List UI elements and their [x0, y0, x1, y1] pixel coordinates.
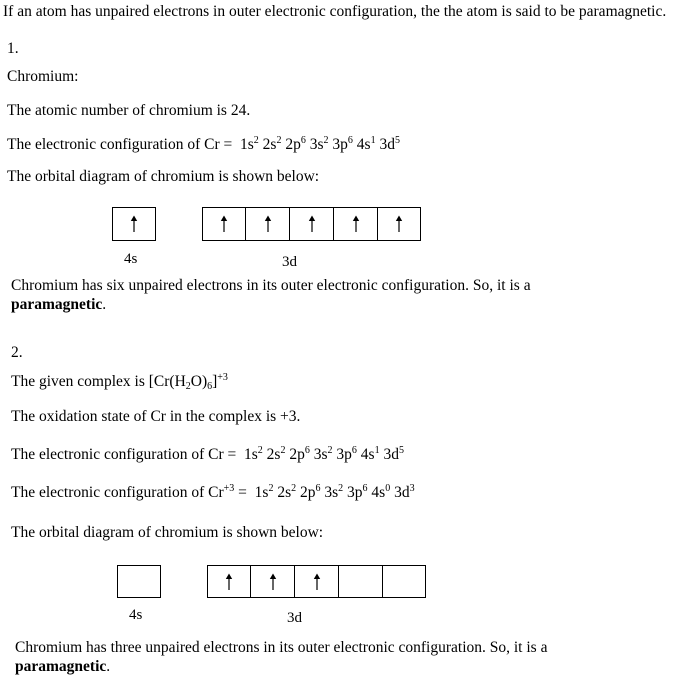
- label-4s: 4s: [129, 607, 143, 623]
- equals-sign: =: [223, 136, 233, 153]
- config-term: $4s^1$: [360, 445, 380, 463]
- up-arrow-icon: [225, 573, 233, 591]
- config-term: $3p^6$: [332, 135, 353, 153]
- config-term: $3s^2$: [309, 135, 329, 153]
- label-3d: 3d: [282, 254, 297, 270]
- config-term: $2s^2$: [277, 483, 297, 501]
- config-term: $2s^2$: [262, 135, 282, 153]
- part2-ion-config-line: The electronic configuration of $Cr^{+3} = 1s^2$ $2s^2$ $2p^6$ $3s^2$ $3p^6$ $4s^0$ $3d^3$: [11, 483, 415, 501]
- ion-prefix: The electronic configuration of Cr: [11, 484, 224, 501]
- part2-oxidation-text: The oxidation state of Cr in the complex is +3.: [11, 408, 301, 425]
- up-arrow-icon: [352, 215, 360, 233]
- config-term: $2p^6$: [299, 483, 321, 501]
- part1-diagram-text: The orbital diagram of chromium is shown below:: [7, 168, 320, 185]
- part1-number: 1.: [7, 40, 19, 57]
- config-term: $3s^2$: [313, 445, 333, 463]
- config-terms: [244, 446, 404, 463]
- part1-heading: Chromium:: [7, 68, 79, 85]
- part2-conclusion-end: paramagnetic.: [15, 658, 111, 675]
- config-term: $1s^2$: [254, 483, 274, 501]
- config-term: $4s^0$: [371, 483, 391, 501]
- part2-config-line: [11, 446, 404, 464]
- config-term: $3d^3$: [394, 483, 415, 501]
- config-term: $4s^1$: [356, 135, 376, 153]
- part2-number: 2.: [11, 344, 23, 361]
- up-arrow-icon: [269, 573, 277, 591]
- label-3d: 3d: [287, 610, 302, 626]
- config-prefix: The electronic configuration of Cr: [7, 136, 220, 153]
- ion-config-terms: [255, 484, 415, 501]
- label-4s: 4s: [124, 251, 138, 267]
- part1-atomic-number: The atomic number of chromium is 24.: [7, 102, 251, 119]
- config-term: $3d^5$: [379, 135, 400, 153]
- config-term: $2p^6$: [289, 445, 310, 463]
- up-arrow-icon: [395, 215, 403, 233]
- up-arrow-icon: [220, 215, 228, 233]
- config-terms: [240, 136, 400, 153]
- config-term: $3p^6$: [347, 483, 368, 501]
- config-prefix: The electronic configuration of Cr: [11, 446, 224, 463]
- equals-sign: =: [227, 446, 237, 463]
- config-term: $3p^6$: [336, 445, 357, 463]
- part2-diagram-text: The orbital diagram of chromium is shown below:: [11, 524, 324, 541]
- up-arrow-icon: [130, 215, 138, 233]
- orbital-3d-box-3: [294, 565, 339, 598]
- orbital-3d-box-2: [250, 565, 295, 598]
- orbital-3d-box-1: [202, 207, 246, 241]
- up-arrow-icon: [264, 215, 272, 233]
- config-term: $1s^2$: [240, 135, 259, 153]
- up-arrow-icon: [313, 573, 321, 591]
- orbital-3d-box-4: [338, 565, 383, 598]
- orbital-3d-box-2: [245, 207, 290, 241]
- orbital-3d-box-1: [207, 565, 251, 598]
- part1-config-line: [7, 136, 400, 154]
- part2-complex-line: The given complex is $[Cr(H_2O)_6]^{+3}$: [11, 372, 228, 392]
- orbital-3d-box-3: [289, 207, 334, 241]
- intro-text: If an atom has unpaired electrons in outer electronic configuration, the the atom is said to be paramagnetic.: [3, 3, 667, 20]
- config-term: $3s^2$: [324, 483, 344, 501]
- config-term: $2s^2$: [266, 445, 286, 463]
- orbital-3d-box-5: [377, 207, 421, 241]
- up-arrow-icon: [308, 215, 316, 233]
- orbital-3d-box-4: [333, 207, 378, 241]
- config-term: $2p^6$: [285, 135, 306, 153]
- paramagnetic-term: paramagnetic: [11, 296, 103, 313]
- orbital-3d-box-5: [382, 565, 426, 598]
- part2-conclusion: Chromium has three unpaired electrons in its outer electronic configuration. So, it is a: [15, 639, 548, 656]
- part1-conclusion-end: paramagnetic.: [11, 296, 107, 313]
- orbital-4s-box: [112, 207, 156, 241]
- config-term: $1s^2$: [244, 445, 263, 463]
- paramagnetic-term: paramagnetic: [15, 658, 107, 675]
- part1-conclusion: Chromium has six unpaired electrons in its outer electronic configuration. So, it is a: [11, 277, 531, 294]
- config-term: $3d^5$: [383, 445, 404, 463]
- equals-sign: =: [238, 484, 247, 501]
- orbital-4s-box: [117, 565, 161, 598]
